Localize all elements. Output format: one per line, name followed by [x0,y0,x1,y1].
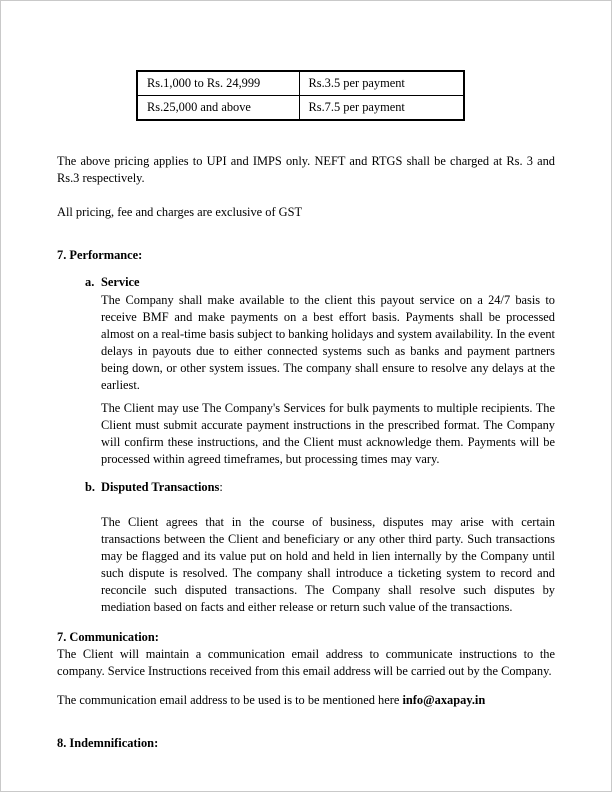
communication-heading: 7. Communication: [57,630,159,644]
service-item-label: a. [85,275,95,289]
pricing-fee-cell: Rs.7.5 per payment [299,96,464,121]
email-address: info@axapay.in [402,693,486,707]
disputed-item-colon: : [219,480,223,494]
performance-heading: 7. Performance: [57,248,143,262]
pricing-fee-cell: Rs.3.5 per payment [299,71,464,96]
service-item-heading [85,274,555,291]
disputed-item-label: b. [85,480,95,494]
email-line-text: The communication email address to be used is to be mentioned here [57,693,403,707]
pricing-tier-cell: Rs.25,000 and above [137,96,299,121]
service-paragraph-1: The Company shall make available to the client this payout service on a 24/7 basis to receive BMF and make payments on a best effort basis. Payments shall be processed almost on a real-time basis subject to banking holidays and system availability. In the event delays in payouts due to either connected systems such as banks and payment partners being down, or other system issues. The company shall ensure to resolve any delays at the earliest. [101,293,555,392]
communication-paragraph: The Client will maintain a communication email address to communicate instructions to the company. Service Instructions received from this email address will be carried out by the Company. [57,647,555,678]
pricing-tier-cell: Rs.1,000 to Rs. 24,999 [137,71,299,96]
service-paragraph-2: The Client may use The Company's Services for bulk payments to multiple recipients. The Client must submit accurate payment instructions in the prescribed format. The Company will confirm these instructions, and the Client must acknowledge them. Payments will be processed within agreed timeframes, but processing times may vary. [101,401,555,466]
service-item-title: Service [101,275,140,289]
communication-email-line [57,692,555,709]
pricing-table-row [137,96,464,121]
pricing-table-row [137,71,464,96]
gst-note-paragraph: All pricing, fee and charges are exclusive of GST [57,205,303,219]
disputed-item-heading [85,479,555,496]
pricing-table [136,70,465,121]
pricing-note-paragraph: The above pricing applies to UPI and IMPS only. NEFT and RTGS shall be charged at Rs. 3 and Rs.3 respectively. [57,154,555,185]
indemnification-heading: 8. Indemnification: [57,736,159,750]
disputed-paragraph: The Client agrees that in the course of business, disputes may arise with certain transactions between the Client and beneficiary or any other third party. Such transactions may be flagged and its value put on hold and held in lien internally by the Company until such dispute is resolved. The company shall introduce a ticketing system to record and reconcile such disputed transactions. The Company shall resolve such disputes by mediation based on facts and either release or return such value of the transactions. [101,515,555,614]
disputed-item-title: Disputed Transactions [101,480,220,494]
